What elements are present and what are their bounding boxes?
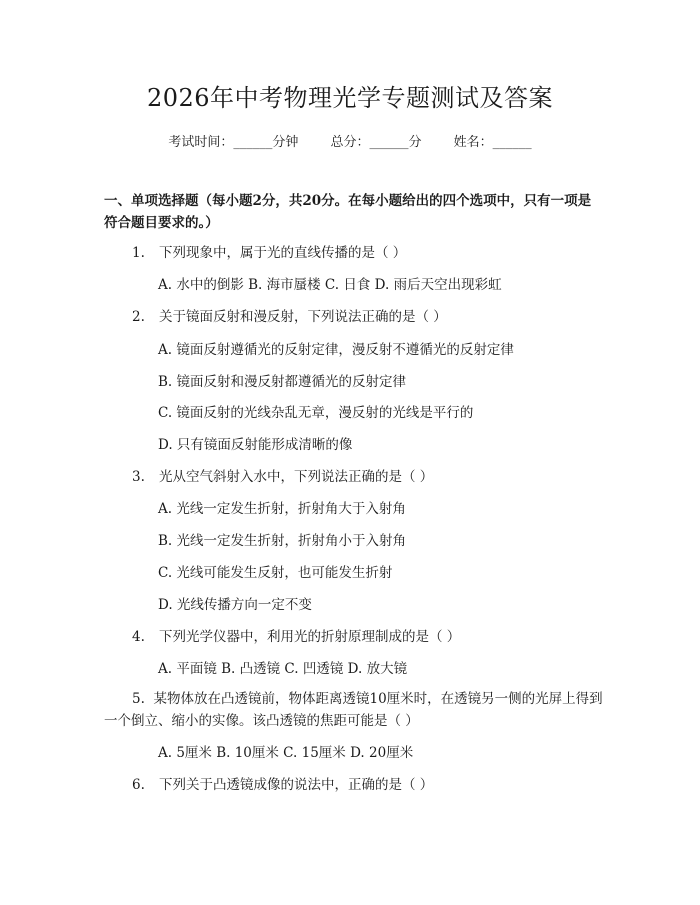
question-stem: 下列关于凸透镜成像的说法中，正确的是（ ） (159, 777, 434, 793)
question-5-options: A. 5厘米 B. 10厘米 C. 15厘米 D. 20厘米 (158, 745, 414, 761)
student-name-field: 姓名：______ (453, 135, 532, 150)
question-number: 3. (132, 469, 145, 485)
question-2-option-d: D. 只有镜面反射能形成清晰的像 (158, 437, 353, 453)
question-stem: 关于镜面反射和漫反射，下列说法正确的是（ ） (159, 309, 447, 325)
question-number: 6. (132, 777, 145, 793)
document-title: 2026年中考物理光学专题测试及答案 (146, 84, 554, 112)
question-number: 2. (132, 309, 145, 325)
section-heading-single-choice: 一、单项选择题（每小题2分，共20分。在每小题给出的四个选项中，只有一项是符合题目要求的。） (104, 193, 592, 231)
question-number: 1. (132, 245, 145, 261)
question-3-option-b: B. 光线一定发生折射，折射角小于入射角 (158, 533, 407, 549)
total-score-field: 总分：______分 (330, 135, 422, 150)
question-stem: 某物体放在凸透镜前，物体距离透镜10厘米时，在透镜另一侧的光屏上得到一个倒立、缩小的实像。该凸透镜的焦距可能是（ ） (104, 691, 603, 729)
question-stem: 下列光学仪器中，利用光的折射原理制成的是（ ） (159, 629, 461, 645)
question-1 (132, 244, 406, 262)
question-4 (132, 628, 460, 646)
question-3-option-c: C. 光线可能发生反射，也可能发生折射 (158, 565, 393, 581)
question-2-option-a: A. 镜面反射遵循光的反射定律，漫反射不遵循光的反射定律 (158, 342, 514, 358)
question-stem: 下列现象中，属于光的直线传播的是（ ） (159, 245, 407, 261)
exam-time-field: 考试时间：______分钟 (168, 135, 299, 150)
question-3-option-d: D. 光线传播方向一定不变 (158, 597, 312, 613)
question-number: 4. (132, 629, 145, 645)
question-6 (132, 776, 433, 794)
question-5 (104, 688, 604, 732)
question-2-option-b: B. 镜面反射和漫反射都遵循光的反射定律 (158, 374, 407, 390)
question-2-option-c: C. 镜面反射的光线杂乱无章，漫反射的光线是平行的 (158, 405, 474, 421)
question-2 (132, 308, 447, 326)
question-number: 5. (132, 691, 145, 707)
exam-info-line (0, 131, 700, 150)
question-3 (132, 468, 433, 486)
question-3-option-a: A. 光线一定发生折射，折射角大于入射角 (158, 501, 406, 517)
question-stem: 光从空气斜射入水中，下列说法正确的是（ ） (159, 469, 434, 485)
question-4-options: A. 平面镜 B. 凸透镜 C. 凹透镜 D. 放大镜 (158, 661, 408, 677)
question-1-options: A. 水中的倒影 B. 海市蜃楼 C. 日食 D. 雨后天空出现彩虹 (158, 277, 502, 293)
